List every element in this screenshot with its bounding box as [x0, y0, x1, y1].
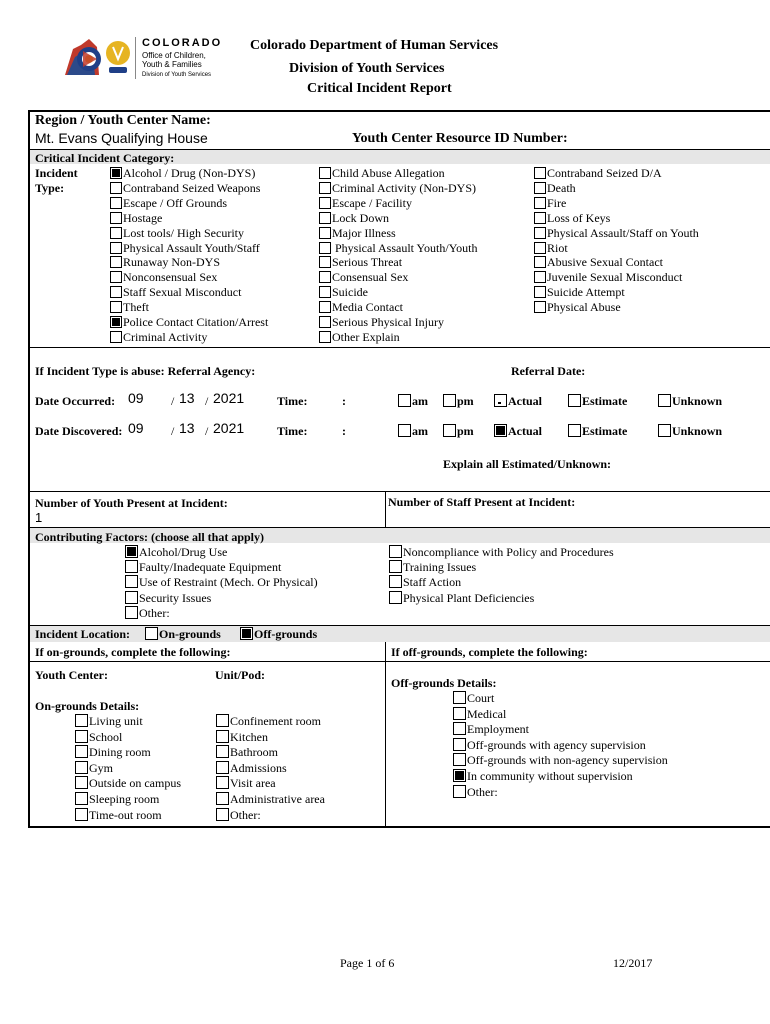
date-discovered-day[interactable]: 13: [179, 420, 195, 436]
page-number: Page 1 of 6: [340, 956, 395, 970]
incident-type-label-2: Type:: [35, 181, 65, 195]
header-title-2: Division of Youth Services: [289, 61, 445, 76]
checkbox-option[interactable]: [125, 575, 318, 590]
actual-label: Actual: [508, 394, 542, 408]
location-header-bar: [30, 626, 770, 642]
checkbox-option[interactable]: [319, 330, 400, 345]
checkbox[interactable]: [110, 316, 122, 328]
estimate-label: Estimate: [582, 424, 628, 438]
checkbox[interactable]: [453, 722, 466, 735]
checkbox-label: Lost tools/ High Security: [123, 225, 244, 240]
checkbox[interactable]: [534, 227, 546, 239]
referral-agency-label: If Incident Type is abuse: Referral Agency:: [35, 364, 256, 378]
checkbox[interactable]: [110, 227, 122, 239]
checkbox[interactable]: [453, 785, 466, 798]
checkbox-label: Noncompliance with Policy and Procedures: [403, 545, 614, 559]
explain-label: Explain all Estimated/Unknown:: [443, 457, 612, 471]
checkbox-option[interactable]: [453, 753, 668, 768]
estimate-option[interactable]: [568, 394, 627, 409]
referral-date-label: Referral Date:: [511, 364, 586, 378]
checkbox-label: Death: [547, 180, 576, 195]
checkbox-label: Criminal Activity: [123, 329, 208, 344]
checkbox-option[interactable]: [534, 181, 576, 196]
checkbox[interactable]: [389, 575, 402, 588]
checkbox-option[interactable]: [453, 722, 529, 737]
checkbox-option[interactable]: [319, 285, 368, 300]
checkbox[interactable]: [110, 331, 122, 343]
checkbox-label: Fire: [547, 195, 567, 210]
checkbox[interactable]: [534, 197, 546, 209]
checkbox-label: Faulty/Inadequate Equipment: [139, 560, 282, 575]
checkbox[interactable]: [110, 197, 122, 209]
checkbox-label: Escape / Off Grounds: [123, 195, 228, 210]
pm-option[interactable]: [443, 394, 474, 409]
checkbox-option[interactable]: [216, 808, 261, 823]
logo-youth-text: Youth & Families: [142, 60, 202, 69]
checkbox-option[interactable]: [110, 181, 260, 196]
checkbox[interactable]: [453, 691, 466, 704]
checkbox[interactable]: [319, 301, 331, 313]
off-grounds-checkbox[interactable]: [240, 627, 253, 640]
date-discovered-year[interactable]: 2021: [213, 420, 245, 436]
date-discovered-month[interactable]: 09: [128, 420, 144, 436]
date-slash: /: [205, 394, 209, 408]
checkbox-option[interactable]: [453, 738, 646, 753]
youth-center-label: Youth Center:: [35, 668, 108, 682]
date-occurred-label: Date Occurred:: [35, 394, 116, 408]
checkbox-option[interactable]: [110, 285, 241, 300]
checkbox[interactable]: [75, 761, 88, 774]
checkbox-option[interactable]: [389, 560, 476, 575]
checkbox-label: Theft: [123, 300, 149, 315]
checkbox-label: Physical Assault/Staff on Youth: [547, 225, 699, 240]
estimate-checkbox[interactable]: [568, 424, 581, 437]
checkbox-label: Visit area: [230, 776, 276, 791]
checkbox[interactable]: [534, 182, 546, 194]
checkbox-label: Alcohol/Drug Use: [139, 545, 228, 559]
checkbox-label: Child Abuse Allegation: [332, 166, 445, 180]
divider: [28, 347, 770, 348]
estimate-label: Estimate: [582, 394, 628, 408]
am-label: am: [412, 424, 428, 438]
checkbox[interactable]: [453, 769, 466, 782]
checkbox-label: Juvenile Sexual Misconduct: [547, 270, 683, 285]
on-grounds-instructions: If on-grounds, complete the following:: [35, 645, 231, 659]
unknown-checkbox[interactable]: [658, 394, 671, 407]
checkbox-label: Loss of Keys: [547, 210, 611, 225]
checkbox-option[interactable]: [534, 300, 621, 315]
checkbox-option[interactable]: [319, 226, 396, 241]
checkbox-label: Dining room: [89, 745, 151, 760]
am-checkbox[interactable]: [398, 394, 411, 407]
checkbox[interactable]: [125, 575, 138, 588]
pm-label: pm: [457, 424, 474, 438]
checkbox-label: Other:: [230, 807, 261, 822]
checkbox-label: Physical Abuse: [547, 300, 621, 315]
checkbox-option[interactable]: [319, 270, 408, 285]
checkbox-label: Runaway Non-DYS: [123, 255, 220, 270]
checkbox-option[interactable]: [75, 714, 143, 729]
checkbox-label: Suicide Attempt: [547, 285, 625, 300]
date-occurred-month[interactable]: 09: [128, 390, 144, 406]
checkbox-label: Staff Sexual Misconduct: [123, 285, 242, 300]
checkbox[interactable]: [110, 301, 122, 313]
checkbox-option[interactable]: [389, 545, 614, 560]
checkbox-label: Nonconsensual Sex: [123, 270, 218, 285]
incident-type-label: Incident: [35, 166, 78, 180]
divider: [28, 491, 770, 492]
checkbox-option[interactable]: [389, 591, 534, 606]
time-label: Time:: [277, 424, 308, 438]
checkbox-option[interactable]: [453, 707, 506, 722]
cdhs-emblem-icon: [105, 37, 131, 77]
date-slash: /: [171, 424, 175, 438]
checkbox-label: Consensual Sex: [332, 270, 409, 285]
checkbox-option[interactable]: [534, 166, 662, 181]
checkbox-label: Confinement room: [230, 714, 321, 728]
time-colon: :: [342, 394, 346, 408]
checkbox-label: Lock Down: [332, 210, 389, 225]
am-label: am: [412, 394, 428, 408]
am-checkbox[interactable]: [398, 424, 411, 437]
checkbox-option[interactable]: [319, 241, 478, 256]
checkbox[interactable]: [75, 776, 88, 789]
off-grounds-instructions: If off-grounds, complete the following:: [391, 645, 588, 659]
checkbox-option[interactable]: [453, 691, 494, 706]
unknown-option[interactable]: [658, 424, 722, 439]
checkbox-option[interactable]: [75, 730, 122, 745]
checkbox[interactable]: [125, 560, 138, 573]
on-grounds-details-label: On-grounds Details:: [35, 699, 140, 713]
checkbox[interactable]: [453, 753, 466, 766]
checkbox-label: Abusive Sexual Contact: [547, 255, 663, 270]
actual-checkbox[interactable]: [494, 424, 507, 437]
colorado-logo: [63, 35, 238, 83]
date-slash: /: [171, 394, 175, 408]
checkbox-option[interactable]: [75, 745, 151, 760]
checkbox-option[interactable]: [216, 714, 321, 729]
factors-label: Contributing Factors: (choose all that apply): [35, 530, 264, 544]
checkbox-label: Off-grounds with agency supervision: [467, 737, 646, 752]
time-label: Time:: [277, 394, 308, 408]
checkbox[interactable]: [125, 545, 138, 558]
am-option[interactable]: [398, 394, 428, 409]
checkbox[interactable]: [110, 212, 122, 224]
checkbox-label: Suicide: [332, 285, 368, 300]
checkbox-option[interactable]: [319, 196, 412, 211]
divider: [28, 661, 770, 662]
checkbox-label: Physical Plant Deficiencies: [403, 590, 535, 605]
youth-present-value[interactable]: 1: [35, 510, 43, 525]
checkbox-option[interactable]: [75, 792, 159, 807]
checkbox[interactable]: [319, 256, 331, 268]
checkbox[interactable]: [125, 606, 138, 619]
checkbox[interactable]: [110, 271, 122, 283]
checkbox[interactable]: [319, 271, 331, 283]
staff-present-label: Number of Staff Present at Incident:: [388, 495, 576, 509]
pm-checkbox[interactable]: [443, 394, 456, 407]
checkbox[interactable]: [110, 167, 122, 179]
checkbox-option[interactable]: [110, 270, 217, 285]
checkbox[interactable]: [534, 286, 546, 298]
checkbox[interactable]: [389, 560, 402, 573]
date-occurred-year[interactable]: 2021: [213, 390, 245, 406]
off-grounds-label: Off-grounds: [254, 627, 318, 641]
checkbox-label: Staff Action: [403, 575, 462, 590]
checkbox[interactable]: [319, 316, 331, 328]
checkbox-label: Media Contact: [332, 300, 403, 315]
checkbox[interactable]: [389, 545, 402, 558]
pm-option[interactable]: [443, 424, 474, 439]
checkbox-label: Living unit: [89, 714, 143, 728]
checkbox[interactable]: [75, 808, 88, 821]
checkbox-label: Training Issues: [403, 560, 477, 575]
checkbox-option[interactable]: [319, 255, 402, 270]
checkbox[interactable]: [75, 792, 88, 805]
checkbox[interactable]: [534, 242, 546, 254]
date-discovered-label: Date Discovered:: [35, 424, 123, 438]
checkbox[interactable]: [389, 591, 402, 604]
checkbox-label: Employment: [467, 722, 529, 737]
off-grounds-option[interactable]: [240, 627, 317, 642]
checkbox-label: Police Contact Citation/Arrest: [123, 315, 269, 329]
on-grounds-checkbox[interactable]: [145, 627, 158, 640]
checkbox-label: Serious Physical Injury: [332, 315, 444, 329]
checkbox-label: Kitchen: [230, 729, 268, 744]
checkbox-label: Admissions: [230, 760, 287, 775]
checkbox-label: Outside on campus: [89, 776, 181, 791]
checkbox-option[interactable]: [110, 330, 207, 345]
checkbox[interactable]: [319, 331, 331, 343]
on-grounds-option[interactable]: [145, 627, 221, 642]
region-value-field[interactable]: Mt. Evans Qualifying House: [35, 130, 208, 146]
time-colon: :: [342, 424, 346, 438]
checkbox-label: Sleeping room: [89, 792, 160, 806]
checkbox-label: Escape / Facility: [332, 195, 412, 210]
checkbox-option[interactable]: [319, 181, 476, 196]
location-label: Incident Location:: [35, 627, 131, 641]
estimate-option[interactable]: [568, 424, 627, 439]
unknown-label: Unknown: [672, 424, 723, 438]
logo-division-text: Division of Youth Services: [142, 72, 212, 78]
category-label: Critical Incident Category:: [35, 151, 175, 165]
checkbox-option[interactable]: [216, 792, 325, 807]
checkbox-label: Other:: [139, 605, 170, 620]
checkbox-option[interactable]: [453, 785, 498, 800]
checkbox-label: Contraband Seized D/A: [547, 166, 662, 180]
checkbox-label: School: [89, 729, 123, 744]
checkbox[interactable]: [110, 242, 122, 254]
checkbox[interactable]: [319, 242, 331, 254]
checkbox[interactable]: [534, 167, 546, 179]
checkbox-option[interactable]: [319, 166, 445, 181]
checkbox-label: Medical: [467, 706, 507, 721]
region-label: Region / Youth Center Name:: [35, 113, 211, 128]
revision-date: 12/2017: [613, 956, 653, 970]
checkbox[interactable]: [319, 167, 331, 179]
unit-pod-label: Unit/Pod:: [215, 668, 266, 682]
checkbox-label: Court: [467, 691, 495, 705]
logo-colorado-text: COLORADO: [142, 37, 223, 49]
logo-office-text: Office of Children,: [142, 51, 206, 60]
checkbox-option[interactable]: [453, 769, 633, 784]
checkbox-option[interactable]: [216, 776, 276, 791]
checkbox-option[interactable]: [216, 730, 268, 745]
checkbox-label: Gym: [89, 760, 113, 775]
date-occurred-day[interactable]: 13: [179, 390, 195, 406]
unknown-checkbox[interactable]: [658, 424, 671, 437]
off-grounds-details-label: Off-grounds Details:: [391, 676, 497, 690]
checkbox-option[interactable]: [534, 255, 663, 270]
checkbox-option[interactable]: [534, 211, 610, 226]
header-title-1: Colorado Department of Human Services: [250, 38, 499, 53]
checkbox-option[interactable]: [110, 196, 227, 211]
checkbox-option[interactable]: [110, 226, 244, 241]
checkbox-option[interactable]: [216, 745, 278, 760]
checkbox[interactable]: [216, 714, 229, 727]
checkbox-option[interactable]: [534, 196, 566, 211]
checkbox-label: Administrative area: [230, 792, 325, 806]
actual-checkbox[interactable]: [494, 394, 507, 407]
checkbox[interactable]: [534, 212, 546, 224]
checkbox[interactable]: [319, 286, 331, 298]
checkbox-label: Hostage: [123, 210, 163, 225]
checkbox[interactable]: [75, 714, 88, 727]
checkbox[interactable]: [110, 256, 122, 268]
checkbox-label: Time-out room: [89, 807, 162, 822]
am-option[interactable]: [398, 424, 428, 439]
checkbox-option[interactable]: [75, 808, 162, 823]
checkbox-option[interactable]: [319, 300, 403, 315]
checkbox-option[interactable]: [534, 226, 699, 241]
checkbox-option[interactable]: [110, 300, 149, 315]
checkbox[interactable]: [110, 286, 122, 298]
on-grounds-label: On-grounds: [159, 627, 221, 641]
checkbox-label: Riot: [547, 240, 568, 255]
checkbox-option[interactable]: [534, 241, 568, 256]
checkbox-option[interactable]: [125, 591, 211, 606]
checkbox-option[interactable]: [389, 575, 461, 590]
checkbox-label: Physical Assault Youth/Staff: [123, 240, 260, 255]
divider: [385, 642, 386, 827]
checkbox-label: Alcohol / Drug (Non-DYS): [123, 166, 256, 180]
checkbox[interactable]: [453, 738, 466, 751]
checkbox-option[interactable]: [110, 255, 220, 270]
checkbox-label: Other Explain: [332, 329, 400, 344]
header-title-3: Critical Incident Report: [307, 81, 452, 96]
resource-id-label: Youth Center Resource ID Number:: [352, 131, 568, 146]
checkbox[interactable]: [319, 227, 331, 239]
checkbox[interactable]: [534, 271, 546, 283]
checkbox-option[interactable]: [319, 315, 444, 330]
estimate-checkbox[interactable]: [568, 394, 581, 407]
unknown-option[interactable]: [658, 394, 722, 409]
checkbox-label: Major Illness: [332, 225, 396, 240]
checkbox-option[interactable]: [110, 211, 162, 226]
checkbox-option[interactable]: [110, 241, 260, 256]
checkbox[interactable]: [110, 182, 122, 194]
checkbox-label: Off-grounds with non-agency supervision: [467, 753, 668, 768]
checkbox[interactable]: [216, 745, 229, 758]
checkbox-option[interactable]: [534, 285, 625, 300]
actual-option[interactable]: [494, 394, 542, 409]
pm-checkbox[interactable]: [443, 424, 456, 437]
checkbox[interactable]: [216, 792, 229, 805]
checkbox[interactable]: [216, 808, 229, 821]
checkbox-option[interactable]: [75, 761, 113, 776]
checkbox[interactable]: [125, 591, 138, 604]
checkbox[interactable]: [216, 776, 229, 789]
logo-divider: [135, 37, 136, 79]
checkbox[interactable]: [216, 761, 229, 774]
checkbox-option[interactable]: [110, 315, 268, 330]
checkbox-label: Bathroom: [230, 745, 278, 760]
checkbox-option[interactable]: [125, 606, 170, 621]
checkbox-option[interactable]: [534, 270, 682, 285]
checkbox-label: Contraband Seized Weapons: [123, 180, 261, 195]
checkbox-label: Other:: [467, 784, 498, 799]
checkbox-label: Security Issues: [139, 590, 212, 605]
youth-present-label: Number of Youth Present at Incident:: [35, 496, 228, 510]
checkbox-option[interactable]: [75, 776, 181, 791]
checkbox[interactable]: [453, 707, 466, 720]
checkbox-label: Physical Assault Youth/Youth: [332, 240, 478, 255]
checkbox-option[interactable]: [125, 545, 227, 560]
date-slash: /: [205, 424, 209, 438]
checkbox-option[interactable]: [216, 761, 287, 776]
checkbox[interactable]: [319, 212, 331, 224]
divider: [385, 491, 386, 527]
checkbox[interactable]: [534, 301, 546, 313]
checkbox-option[interactable]: [125, 560, 281, 575]
checkbox[interactable]: [216, 730, 229, 743]
checkbox[interactable]: [319, 182, 331, 194]
checkbox-option[interactable]: [110, 166, 255, 181]
actual-option[interactable]: [494, 424, 542, 439]
checkbox[interactable]: [319, 197, 331, 209]
actual-label: Actual: [508, 424, 542, 438]
checkbox-label: Criminal Activity (Non-DYS): [332, 180, 476, 195]
checkbox-option[interactable]: [319, 211, 389, 226]
checkbox[interactable]: [75, 730, 88, 743]
checkbox-label: Use of Restraint (Mech. Or Physical): [139, 575, 318, 590]
pm-label: pm: [457, 394, 474, 408]
checkbox-label: Serious Threat: [332, 255, 403, 270]
checkbox-label: In community without supervision: [467, 769, 633, 783]
checkbox[interactable]: [75, 745, 88, 758]
unknown-label: Unknown: [672, 394, 723, 408]
checkbox[interactable]: [534, 256, 546, 268]
